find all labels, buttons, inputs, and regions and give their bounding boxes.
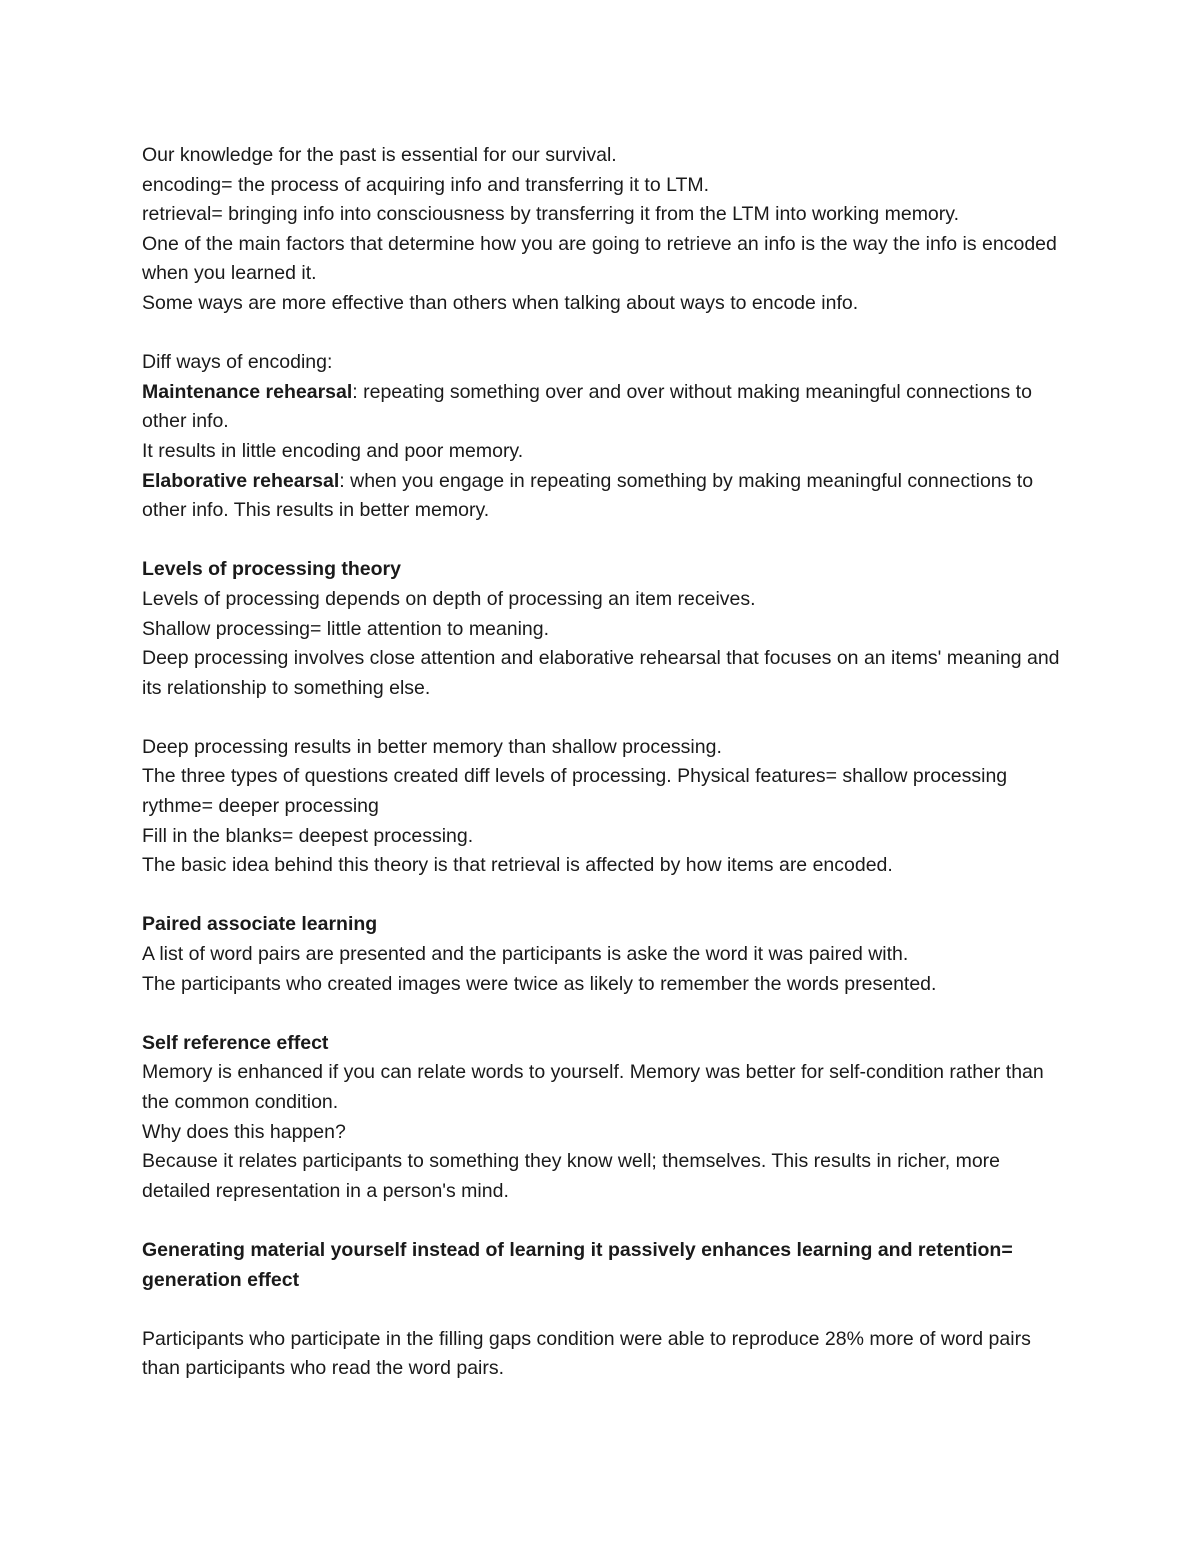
levels-line-5: The three types of questions created diff levels of processing. Physical features= shallow processing [142,765,1008,788]
elaborative-rehearsal-term: Elaborative rehearsal [142,469,340,492]
levels-line-1: Levels of processing depends on depth of processing an item receives. [142,587,756,610]
paired-heading: Paired associate learning [142,913,378,936]
spacer [142,319,1062,349]
encoding-heading: Diff ways of encoding: [142,351,333,374]
intro-line-3: retrieval= bringing info into consciousness by transferring it from the LTM into working memory. [142,203,959,226]
spacer [142,1206,1062,1236]
paired-line-2: The participants who created images were twice as likely to remember the words presented. [142,972,937,995]
spacer [142,526,1062,556]
generation-heading: Generating material yourself instead of learning it passively enhances learning and retention= generation effect [142,1238,1013,1291]
levels-line-6: rythme= deeper processing [142,795,379,818]
levels-line-7: Fill in the blanks= deepest processing. [142,824,474,847]
intro-line-5: Some ways are more effective than others when talking about ways to encode info. [142,291,859,314]
intro-line-2: encoding= the process of acquiring info and transferring it to LTM. [142,173,710,196]
elaborative-rehearsal-definition: : when you engage in repeating something by making meaningful connections to other info. This results in better memory. [142,469,1034,522]
intro-line-4: One of the main factors that determine how you are going to retrieve an info is the way the info is encoded when you learned it. [142,232,1057,285]
intro-line-1: Our knowledge for the past is essential for our survival. [142,144,617,166]
self-reference-line-1: Memory is enhanced if you can relate words to yourself. Memory was better for self-condition rather than the common condition. [142,1061,1044,1113]
self-reference-line-2: Why does this happen? [142,1120,346,1143]
levels-heading: Levels of processing theory [142,558,401,581]
levels-line-3: Deep processing involves close attention and elaborative rehearsal that focuses on an items' meaning and its relationship to something else. [142,647,1060,699]
levels-line-4: Deep processing results in better memory than shallow processing. [142,735,722,758]
self-reference-heading: Self reference effect [142,1031,329,1054]
maintenance-rehearsal-definition: : repeating something over and over without making meaningful connections to other info. [142,380,1032,433]
elaborative-rehearsal-paragraph [142,467,1062,526]
spacer [142,1295,1062,1325]
document-body [142,141,1062,1384]
generation-line-1: Participants who participate in the filling gaps condition were able to reproduce 28% more of word pairs than participants who read the word pairs. [142,1327,1031,1380]
maintenance-rehearsal-result: It results in little encoding and poor memory. [142,439,524,462]
spacer [142,881,1062,911]
levels-line-8: The basic idea behind this theory is that retrieval is affected by how items are encoded. [142,854,893,877]
spacer [142,703,1062,733]
maintenance-rehearsal-term: Maintenance rehearsal [142,380,353,403]
levels-line-2: Shallow processing= little attention to meaning. [142,617,550,640]
maintenance-rehearsal-paragraph [142,378,1062,437]
spacer [142,999,1062,1029]
self-reference-line-3: Because it relates participants to something they know well; themselves. This results in richer, more detailed representation in a person's mind. [142,1150,1001,1202]
paired-line-1: A list of word pairs are presented and the participants is aske the word it was paired with. [142,943,909,966]
